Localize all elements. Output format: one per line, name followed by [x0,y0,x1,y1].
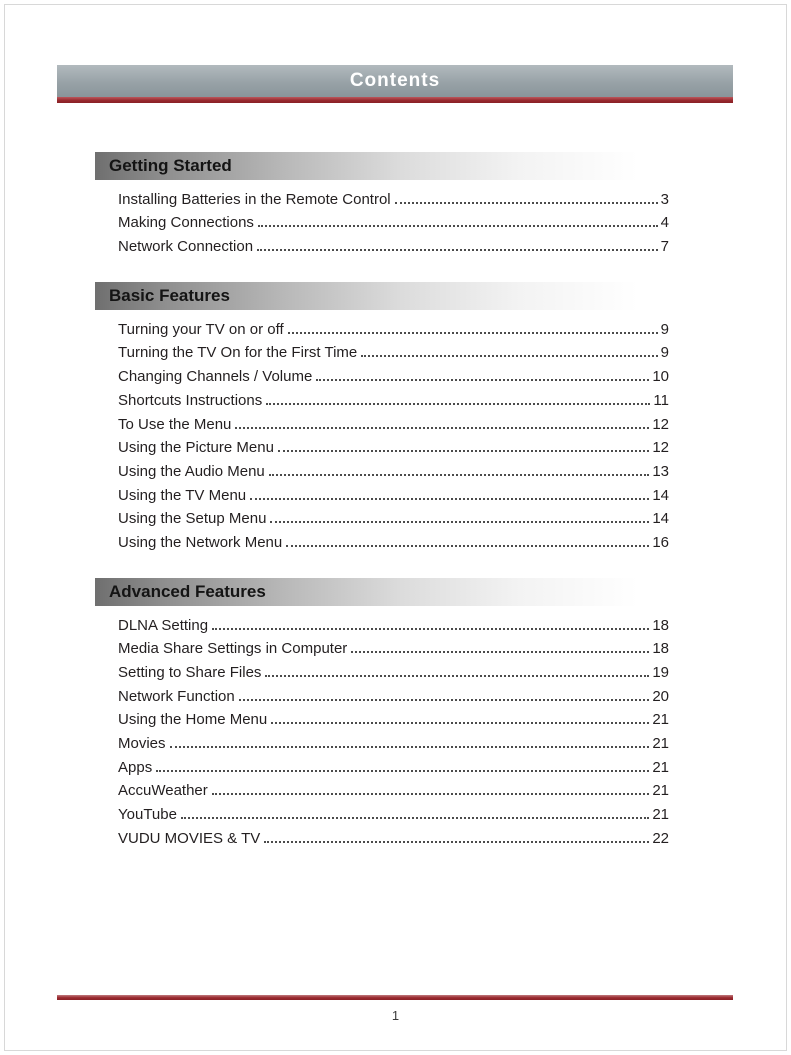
toc-section [95,152,685,258]
toc-entry-label: To Use the Menu [118,415,232,433]
contents-banner [57,65,733,97]
banner-accent-line [57,97,733,103]
toc-entry [95,826,685,850]
toc-entry-page: 12 [652,439,669,457]
page-title: Contents [349,70,441,91]
toc-entry-label: Using the TV Menu [118,486,247,504]
toc-entry-label: Using the Home Menu [118,711,268,729]
toc-entry-page: 16 [652,533,669,551]
toc-entry-label: AccuWeather [118,782,208,800]
toc-entry-label: Using the Picture Menu [118,439,274,457]
toc-leader-dots [250,498,649,500]
toc-leader-dots [170,746,650,748]
toc-entry-page: 9 [660,344,669,362]
toc-entry [95,341,685,365]
toc-entry-label: Media Share Settings in Computer [118,640,348,658]
toc-entry [95,436,685,460]
toc-leader-dots [235,427,649,429]
toc-entry [95,317,685,341]
toc-entry-page: 21 [652,711,669,729]
toc-entry-page: 10 [652,368,669,386]
toc-entry [95,660,685,684]
toc-entry-label: YouTube [118,806,177,824]
footer-accent-line [57,995,733,1000]
toc-section [95,578,685,850]
toc-entry-page: 14 [652,486,669,504]
toc-entry [95,483,685,507]
toc-entry [95,684,685,708]
toc-entry-page: 18 [652,640,669,658]
footer-page-number: 1 [391,1008,400,1023]
toc-entry-page: 22 [652,829,669,847]
toc-leader-dots [212,793,650,795]
toc-entry-label: Turning the TV On for the First Time [118,344,358,362]
toc-entry-label: Setting to Share Files [118,664,262,681]
toc-entry-label: Network Function [118,687,235,705]
toc-entry-label: Installing Batteries in the Remote Control [118,190,391,208]
toc-leader-dots [264,841,649,843]
toc-leader-dots [156,770,649,772]
toc-entry-page: 21 [652,782,669,800]
toc-entry-page: 13 [652,462,669,480]
toc-entry [95,731,685,755]
toc-entry [95,779,685,803]
toc-leader-dots [257,249,658,251]
toc-leader-dots [212,628,649,630]
toc-entry-label: Using the Audio Menu [118,462,265,480]
toc-entry-page: 21 [652,806,669,824]
toc-entry-label: Movies [118,735,166,753]
toc-entry [95,412,685,436]
toc-entry-page: 4 [660,214,669,232]
toc-leader-dots [181,817,649,819]
toc-list [95,317,685,554]
toc-entry [95,364,685,388]
toc-entry-label: Making Connections [118,214,254,232]
toc-leader-dots [288,332,658,334]
toc-sections [95,152,685,874]
toc-leader-dots [278,450,649,452]
toc-entry-page: 7 [660,238,669,256]
toc-entry-label: Apps [118,758,153,776]
toc-entry [95,530,685,554]
toc-entry [95,234,685,258]
toc-leader-dots [265,675,649,677]
toc-entry [95,613,685,637]
toc-entry-page: 9 [660,320,669,338]
toc-entry-page: 19 [652,664,669,681]
toc-entry-page: 11 [653,391,669,409]
toc-entry [95,755,685,779]
toc-leader-dots [395,202,658,204]
toc-entry-label: VUDU MOVIES & TV [118,829,261,847]
toc-leader-dots [269,474,650,476]
toc-entry [95,388,685,412]
toc-leader-dots [239,699,650,701]
section-header: Basic Features [95,282,685,310]
toc-entry [95,708,685,732]
toc-entry-label: Using the Network Menu [118,533,283,551]
toc-entry-label: Changing Channels / Volume [118,368,313,386]
toc-entry-page: 3 [660,190,669,208]
section-header: Getting Started [95,152,685,180]
toc-leader-dots [258,225,658,227]
toc-entry-label: Using the Setup Menu [118,510,267,528]
toc-entry [95,211,685,235]
toc-entry [95,459,685,483]
toc-entry-label: Network Connection [118,238,254,256]
toc-entry-page: 12 [652,415,669,433]
toc-entry [95,187,685,211]
section-header: Advanced Features [95,578,685,606]
toc-entry-label: Turning your TV on or off [118,320,284,338]
toc-entry [95,637,685,661]
toc-leader-dots [361,355,657,357]
toc-entry [95,507,685,531]
toc-entry-page: 18 [652,616,669,634]
toc-entry [95,802,685,826]
toc-leader-dots [271,722,649,724]
toc-entry-page: 14 [652,510,669,528]
toc-entry-page: 20 [652,687,669,705]
toc-leader-dots [286,545,649,547]
toc-entry-page: 21 [652,758,669,776]
toc-leader-dots [351,651,649,653]
toc-entry-page: 21 [652,735,669,753]
toc-section [95,282,685,554]
toc-leader-dots [316,379,649,381]
toc-entry-label: Shortcuts Instructions [118,391,263,409]
toc-leader-dots [270,521,649,523]
toc-leader-dots [266,403,650,405]
toc-list [95,187,685,258]
toc-entry-label: DLNA Setting [118,616,209,634]
toc-list [95,613,685,850]
